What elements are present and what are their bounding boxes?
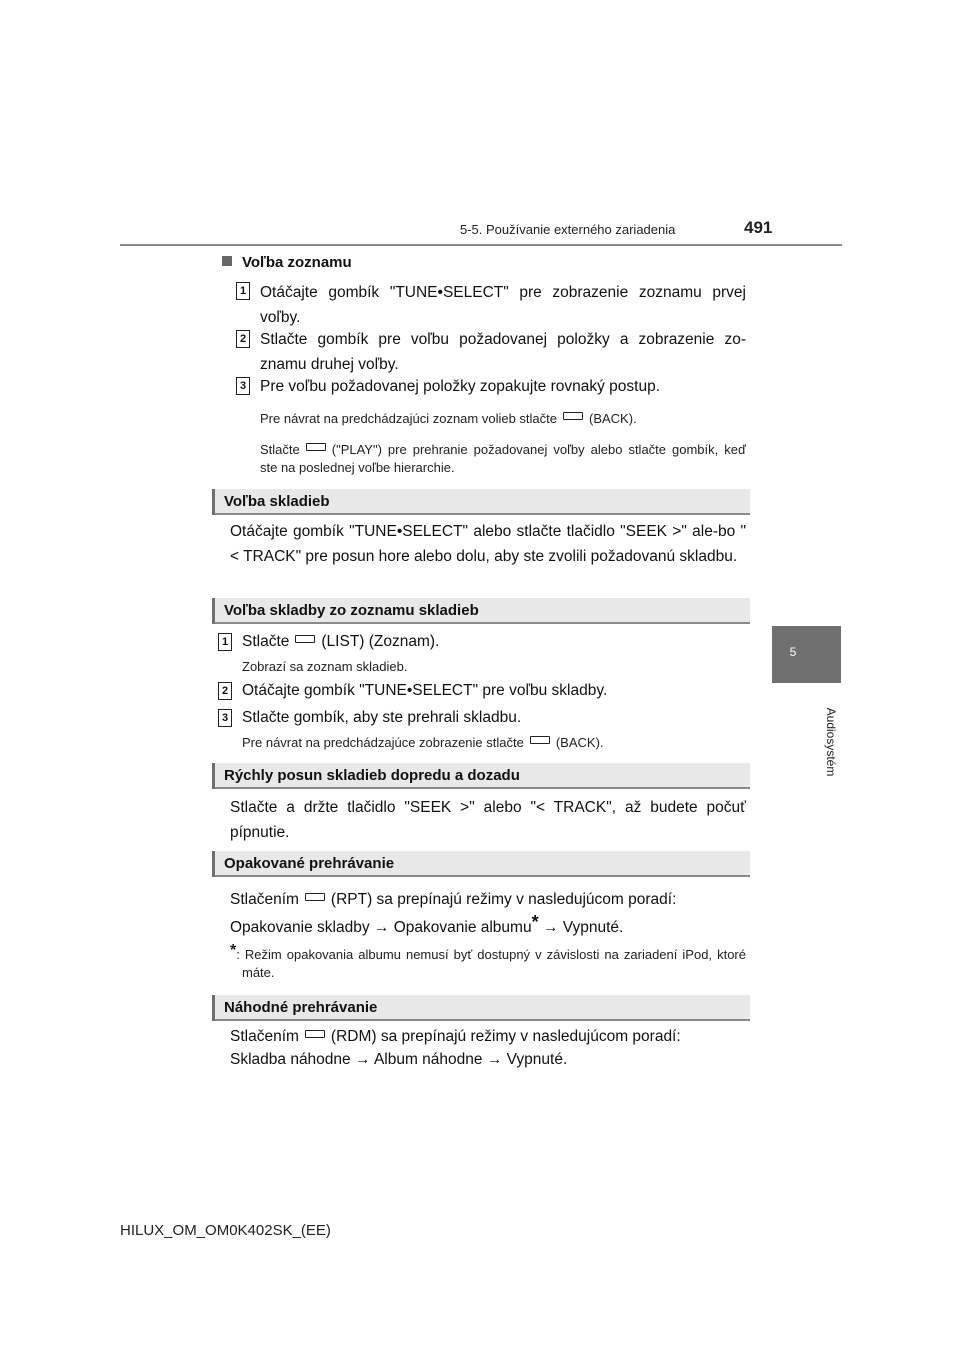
note: Stlačte ("PLAY") pre prehranie požadovanej voľby alebo stlačte gombík, keď ste na poslednej voľbe hierarchie. bbox=[260, 442, 746, 475]
section-heading-random: Náhodné prehrávanie bbox=[212, 995, 750, 1021]
rdm-button-icon bbox=[305, 1030, 325, 1038]
note: Zobrazí sa zoznam skladieb. bbox=[242, 659, 408, 674]
step-text: Stlačte (LIST) (Zoznam). bbox=[242, 633, 440, 650]
step-text: Otáčajte gombík "TUNE•SELECT" pre voľbu skladby. bbox=[242, 682, 608, 699]
section-heading-track-from-list: Voľba skladby zo zoznamu skladieb bbox=[212, 598, 750, 624]
rpt-button-icon bbox=[305, 893, 325, 901]
paragraph: Stlačením (RDM) sa prepínajú režimy v nasledujúcom poradí: bbox=[230, 1028, 681, 1045]
section-heading-repeat: Opakované prehrávanie bbox=[212, 851, 750, 877]
arrow-icon: → bbox=[373, 919, 390, 936]
page-number: 491 bbox=[744, 218, 773, 237]
step-text: Stlačte gombík pre voľbu požadovanej položky a zobrazenie zo-znamu druhej voľby. bbox=[260, 331, 746, 373]
arrow-icon: → bbox=[354, 1051, 371, 1068]
list-button-icon bbox=[295, 635, 315, 643]
heading-accent bbox=[212, 995, 215, 1021]
play-button-icon bbox=[306, 443, 326, 451]
heading-accent bbox=[212, 489, 215, 515]
chapter-number: 5 bbox=[789, 645, 797, 659]
back-button-icon bbox=[563, 412, 583, 420]
section-title: 5-5. Používanie externého zariadenia bbox=[460, 222, 676, 237]
step-number: 2 bbox=[236, 330, 250, 348]
heading-accent bbox=[212, 851, 215, 877]
note: Pre návrat na predchádzajúce zobrazenie stlačte (BACK). bbox=[242, 735, 604, 750]
heading-accent bbox=[212, 598, 215, 624]
note: Pre návrat na predchádzajúci zoznam volieb stlačte (BACK). bbox=[260, 411, 637, 426]
bullet-square-icon bbox=[222, 256, 232, 266]
arrow-icon: → bbox=[486, 1051, 503, 1068]
back-button-icon bbox=[530, 736, 550, 744]
paragraph: Stlačte a držte tlačidlo "SEEK >" alebo "< TRACK", až budete počuť pípnutie. bbox=[230, 799, 746, 841]
step-text: Stlačte gombík, aby ste prehrali skladbu. bbox=[242, 709, 522, 726]
document-code: HILUX_OM_OM0K402SK_(EE) bbox=[120, 1222, 331, 1239]
header-divider bbox=[120, 244, 842, 246]
paragraph: Stlačením (RPT) sa prepínajú režimy v nasledujúcom poradí: bbox=[230, 891, 677, 908]
step-number: 2 bbox=[218, 682, 232, 700]
paragraph: Otáčajte gombík "TUNE•SELECT" alebo stlačte tlačidlo "SEEK >" ale-bo "< TRACK" pre posun hore alebo dolu, aby ste zvolili požadovanú skladbu. bbox=[230, 523, 746, 565]
paragraph: Skladba náhodne → Album náhodne → Vypnuté. bbox=[230, 1051, 568, 1068]
step-number: 3 bbox=[236, 377, 250, 395]
step-text: Otáčajte gombík "TUNE•SELECT" pre zobrazenie zoznamu prvej voľby. bbox=[260, 284, 746, 326]
arrow-icon: → bbox=[542, 919, 559, 936]
step-number: 3 bbox=[218, 709, 232, 727]
step-number: 1 bbox=[218, 633, 232, 651]
section-heading-fast: Rýchly posun skladieb dopredu a dozadu bbox=[212, 763, 750, 789]
paragraph: Opakovanie skladby → Opakovanie albumu* → Vypnuté. bbox=[230, 912, 624, 936]
step-text: Pre voľbu požadovanej položky zopakujte rovnaký postup. bbox=[260, 378, 661, 395]
section-heading-track-select: Voľba skladieb bbox=[212, 489, 750, 515]
step-number: 1 bbox=[236, 282, 250, 300]
heading-accent bbox=[212, 763, 215, 789]
chapter-label: Audiosystém bbox=[824, 707, 838, 777]
footnote: *: Režim opakovania albumu nemusí byť dostupný v závislosti na zariadení iPod, ktoré máte. bbox=[230, 942, 746, 980]
list-selection-heading: Voľba zoznamu bbox=[222, 254, 352, 271]
